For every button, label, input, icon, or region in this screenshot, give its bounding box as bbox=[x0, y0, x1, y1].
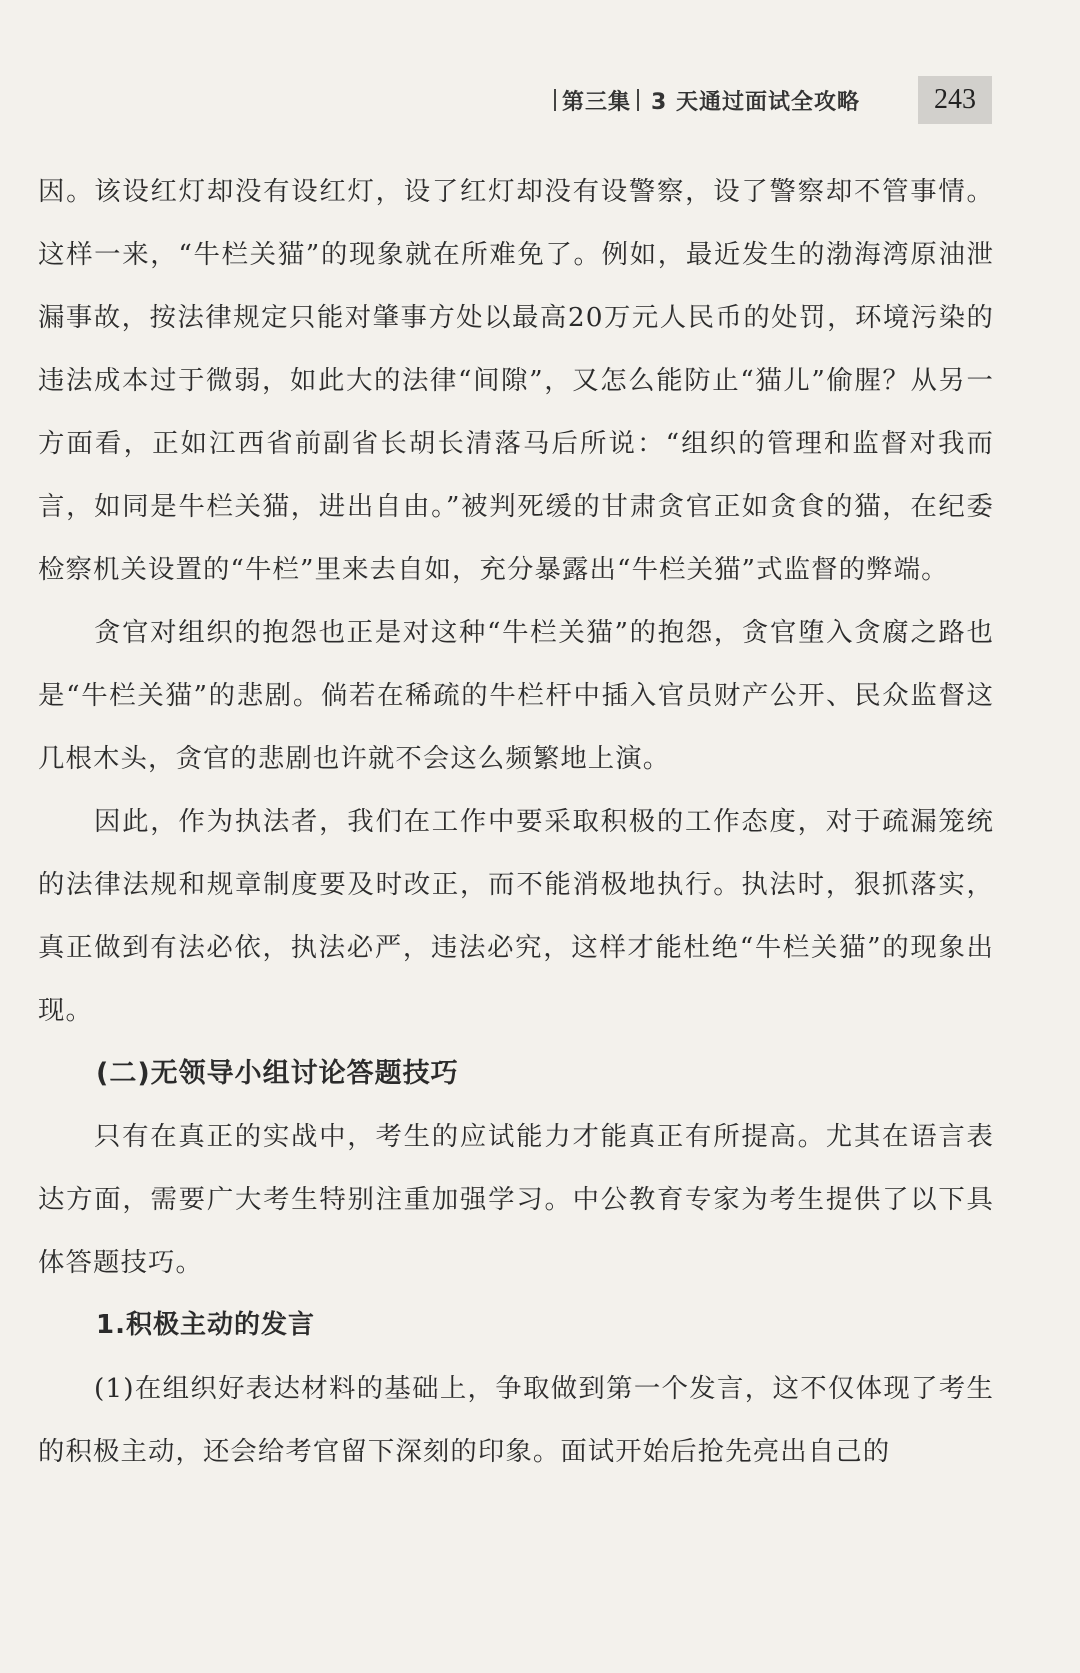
body-text bbox=[38, 160, 994, 1483]
header-title: 3 天通过面试全攻略 bbox=[651, 89, 860, 115]
running-header bbox=[548, 78, 860, 122]
paragraph-5: (1)在组织好表达材料的基础上，争取做到第一个发言，这不仅体现了考生的积极主动，还会给考官留下深刻的印象。面试开始后抢先亮出自己的 bbox=[38, 1373, 994, 1467]
header-divider bbox=[554, 89, 556, 111]
page-number: 243 bbox=[918, 76, 992, 124]
section-heading: (二)无领导小组讨论答题技巧 bbox=[96, 1058, 459, 1089]
header-episode: 第三集 bbox=[562, 89, 632, 115]
sub-heading: 1.积极主动的发言 bbox=[96, 1310, 315, 1340]
paragraph-1: 因。该设红灯却没有设红灯，设了红灯却没有设警察，设了警察却不管事情。这样一来，“牛栏关猫”的现象就在所难免了。例如，最近发生的渤海湾原油泄漏事故，按法律规定只能对肇事方处以最高20万元人民币的处罚，环境污染的违法成本过于微弱，如此大的法律“间隙”，又怎么能防止“猫儿”偷腥？从另一方面看，正如江西省前副省长胡长清落马后所说：“组织的管理和监督对我而言，如同是牛栏关猫，进出自由。”被判死缓的甘肃贪官正如贪食的猫，在纪委检察机关设置的“牛栏”里来去自如，充分暴露出“牛栏关猫”式监督的弊端。 bbox=[38, 176, 994, 585]
header-divider bbox=[637, 89, 639, 111]
paragraph-4: 只有在真正的实战中，考生的应试能力才能真正有所提高。尤其在语言表达方面，需要广大考生特别注重加强学习。中公教育专家为考生提供了以下具体答题技巧。 bbox=[38, 1121, 994, 1278]
paragraph-3: 因此，作为执法者，我们在工作中要采取积极的工作态度，对于疏漏笼统的法律法规和规章制度要及时改正，而不能消极地执行。执法时，狠抓落实，真正做到有法必依，执法必严，违法必究，这样才能杜绝“牛栏关猫”的现象出现。 bbox=[38, 806, 994, 1026]
paragraph-2: 贪官对组织的抱怨也正是对这种“牛栏关猫”的抱怨，贪官堕入贪腐之路也是“牛栏关猫”的悲剧。倘若在稀疏的牛栏杆中插入官员财产公开、民众监督这几根木头，贪官的悲剧也许就不会这么频繁地上演。 bbox=[38, 617, 994, 774]
